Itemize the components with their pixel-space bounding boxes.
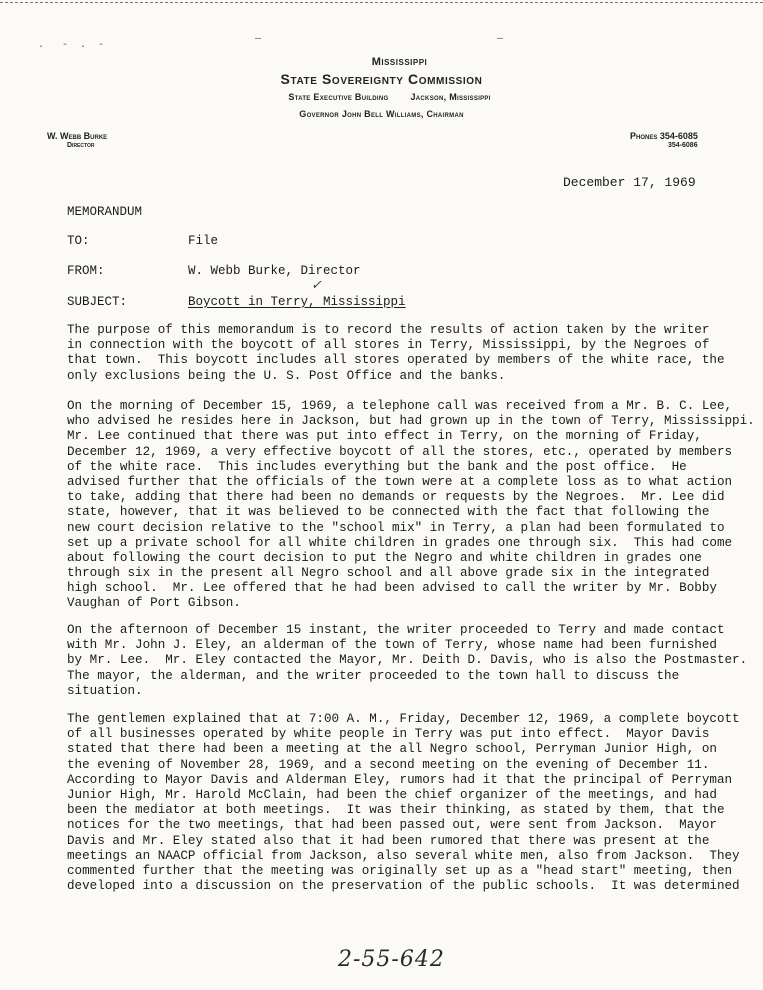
letterhead-building: State Executive Building bbox=[288, 92, 389, 102]
text-line: situation. bbox=[67, 683, 143, 698]
text-line: On the morning of December 15, 1969, a telephone call was received from a Mr. B. C. Lee, bbox=[67, 399, 733, 413]
handwritten-file-number: 2-55-642 bbox=[338, 947, 445, 972]
memo-heading: MEMORANDUM bbox=[67, 205, 143, 219]
director-block bbox=[47, 131, 107, 151]
text-line: The mayor, the alderman, and the writer proceeded to the town hall to discuss the bbox=[67, 668, 680, 683]
margin-mark: — bbox=[497, 34, 504, 45]
text-line: in connection with the boycott of all stores in Terry, Mississippi, by the Negroes of bbox=[67, 338, 710, 353]
from-label: FROM: bbox=[67, 264, 105, 278]
text-line: Mr. Lee continued that there was put into effect in Terry, on the morning of Friday, bbox=[67, 429, 702, 444]
phones-line-1: Phones 354-6085 bbox=[630, 131, 698, 141]
letterhead-city: Jackson, Mississippi bbox=[410, 92, 491, 102]
letterhead-address bbox=[0, 92, 763, 102]
top-perforation-line bbox=[0, 2, 763, 3]
text-line: new court decision relative to the "school mix" in Terry, a plan had been formulated to bbox=[67, 520, 725, 535]
text-line: high school. Mr. Lee offered that he had been advised to call the writer by Mr. Bobby bbox=[67, 581, 717, 596]
text-line: by Mr. Lee. Mr. Eley contacted the Mayor, Mr. Deith D. Davis, who is also the Postmaster. bbox=[67, 653, 748, 668]
text-line: Vaughan of Port Gibson. bbox=[67, 596, 241, 611]
text-line: developed into a discussion on the preservation of the public schools. It was determined bbox=[67, 879, 740, 894]
text-line: of all businesses operated by white people in Terry was put into effect. Mayor Davis bbox=[67, 727, 710, 742]
text-line: with Mr. John J. Eley, an alderman of the town of Terry, whose name had been furnished bbox=[67, 638, 717, 653]
text-line: According to Mayor Davis and Alderman Eley, rumors had it that the principal of Perryman bbox=[67, 772, 733, 787]
letterhead-governor: Governor John Bell Williams, Chairman bbox=[299, 109, 464, 119]
text-line: On the afternoon of December 15 instant, the writer proceeded to Terry and made contact bbox=[67, 623, 725, 637]
from-value: W. Webb Burke, Director bbox=[188, 264, 361, 278]
memo-date: December 17, 1969 bbox=[563, 175, 696, 190]
subject-value: Boycott in Terry, Mississippi bbox=[188, 295, 406, 309]
paragraph-terry-visit bbox=[67, 623, 763, 699]
letterhead-commission: State Sovereignty Commission bbox=[280, 71, 483, 87]
text-line: through six in the present all Negro school and all above grade six in the integrated bbox=[67, 566, 710, 581]
to-label: TO: bbox=[67, 234, 90, 248]
letterhead-state: Mississippi bbox=[371, 56, 428, 68]
director-title: Director bbox=[67, 142, 95, 149]
text-line: about following the court decision to put the Negro and white children in grades one bbox=[67, 550, 702, 565]
text-line: The gentlemen explained that at 7:00 A. M., Friday, December 12, 1969, a complete boycott bbox=[67, 712, 740, 726]
margin-marks: . - . - bbox=[38, 40, 105, 51]
to-value: File bbox=[188, 234, 219, 248]
text-line: commented further that the meeting was originally set up as a "head start" meeting, then bbox=[67, 863, 733, 878]
paragraph-phone-call bbox=[67, 399, 763, 612]
text-line: notices for the two meetings, that had been passed out, were sent from Jackson. Mayor bbox=[67, 818, 717, 833]
text-line: of the white race. This includes everything but the bank and the post office. He bbox=[67, 459, 687, 474]
director-name: W. Webb Burke bbox=[47, 131, 108, 141]
subject-label: SUBJECT: bbox=[67, 295, 128, 309]
text-line: Davis and Mr. Eley stated also that it had been rumored that there was present at the bbox=[67, 833, 710, 848]
phones-block bbox=[630, 131, 698, 151]
text-line: December 12, 1969, a very effective boycott of all the stores, etc., operated by members bbox=[67, 444, 733, 459]
text-line: set up a private school for all white children in grades one through six. This had come bbox=[67, 535, 733, 550]
text-line: the evening of November 28, 1969, and a second meeting on the evening of December 11. bbox=[67, 757, 710, 772]
text-line: meetings an NAACP official from Jackson, also several white men, also from Jackson. They bbox=[67, 848, 740, 863]
paragraph-meeting-details bbox=[67, 712, 763, 894]
text-line: The purpose of this memorandum is to record the results of action taken by the writer bbox=[67, 323, 710, 337]
handwritten-check-mark: ✓ bbox=[311, 278, 322, 293]
text-line: who advised he resides here in Jackson, but had grown up in the town of Terry, Mississippi. bbox=[67, 414, 755, 429]
text-line: advised further that the officials of the town were at a complete loss as to what action bbox=[67, 474, 733, 489]
text-line: been the mediator at both meetings. It was their thinking, as stated by them, that the bbox=[67, 803, 725, 818]
text-line: that town. This boycott includes all stores operated by members of the white race, the bbox=[67, 353, 725, 368]
text-line: Junior High, Mr. Harold McClain, had been the chief organizer of the meetings, and had bbox=[67, 787, 717, 802]
text-line: to take, adding that there had been no demands or requests by the Negroes. Mr. Lee did bbox=[67, 490, 725, 505]
paragraph-purpose bbox=[67, 323, 763, 384]
margin-mark: — bbox=[255, 34, 262, 45]
text-line: state, however, that it was believed to be connected with the fact that following the bbox=[67, 505, 710, 520]
text-line: only exclusions being the U. S. Post Office and the banks. bbox=[67, 368, 506, 383]
phones-line-2: 354-6086 bbox=[668, 142, 698, 149]
text-line: stated that there had been a meeting at the all Negro school, Perryman Junior High, on bbox=[67, 742, 717, 757]
